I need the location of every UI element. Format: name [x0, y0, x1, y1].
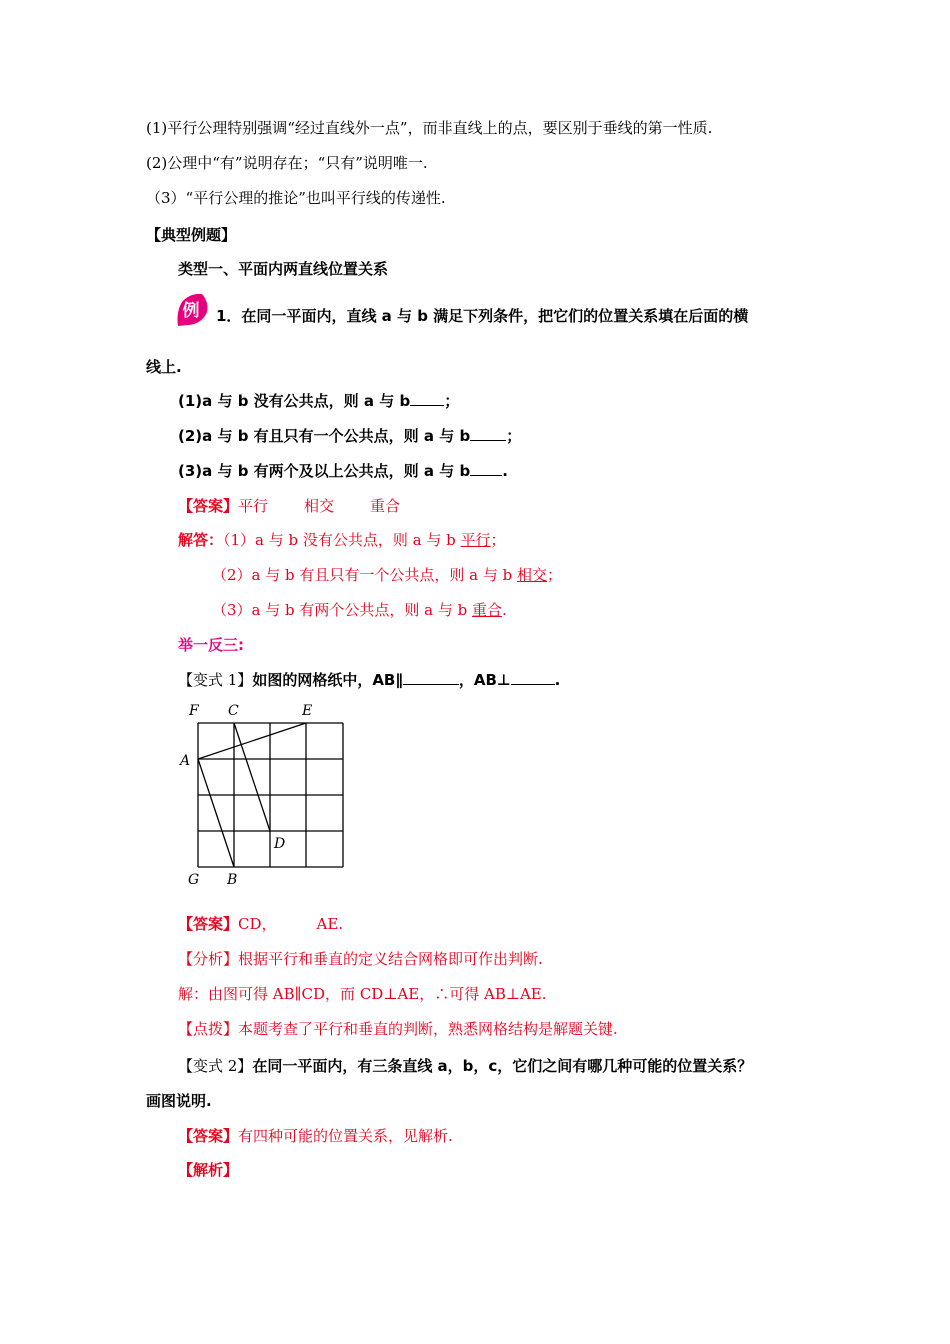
blank-5	[511, 670, 555, 685]
example1-item-3	[178, 461, 508, 481]
section-title: 【典型例题】	[146, 226, 237, 244]
sol3-end: .	[502, 601, 507, 619]
item3-end: .	[502, 462, 508, 480]
variant2-text: 在同一平面内，有三条直线 a，b，c，它们之间有哪几种可能的位置关系？	[252, 1057, 753, 1075]
v2-answer-text: 有四种可能的位置关系，见解析.	[238, 1127, 453, 1145]
sol1-answer: 平行	[460, 531, 491, 549]
segment-ae	[198, 723, 306, 759]
variant2-question	[178, 1056, 752, 1076]
note-2: (2)公理中“有”说明存在；“只有”说明唯一.	[146, 154, 428, 172]
variant1-comma: ，AB⊥	[458, 671, 511, 689]
example1-solution-2	[212, 565, 562, 585]
example1-item-2	[178, 426, 521, 446]
variant1-answer	[178, 914, 343, 934]
v2-answer-label: 【答案】	[178, 1127, 239, 1145]
sol3-answer: 重合	[472, 601, 503, 619]
example1-solution-3	[212, 600, 507, 620]
v1-tip-label: 【点拨】	[178, 1020, 239, 1038]
variant2-analysis-label: 【解析】	[178, 1161, 239, 1179]
item2-end: ；	[506, 427, 522, 445]
type-title: 类型一、平面内两直线位置关系	[178, 260, 389, 278]
label-c: C	[228, 703, 239, 719]
v1-answer-label: 【答案】	[178, 915, 239, 933]
sol1-end: ；	[490, 531, 506, 549]
v1-answer-1: CD，	[238, 915, 277, 933]
example1-solution-1	[178, 530, 506, 550]
variant1-label: 【变式 1】	[178, 671, 253, 689]
variant1-question	[178, 670, 560, 690]
answer-2: 相交	[304, 497, 335, 515]
item2-text: (2)a 与 b 有且只有一个公共点，则 a 与 b	[178, 427, 471, 445]
note-3: （3）“平行公理的推论”也叫平行线的传递性.	[146, 189, 446, 207]
segment-ab	[198, 759, 234, 867]
v1-tip-text: 本题考查了平行和垂直的判断，熟悉网格结构是解题关键.	[238, 1020, 618, 1038]
label-a: A	[180, 753, 191, 769]
answer-label: 【答案】	[178, 497, 239, 515]
sol2-text: （2）a 与 b 有且只有一个公共点，则 a 与 b	[212, 566, 518, 584]
example1-question-b: 线上.	[146, 358, 182, 376]
badge-label: 例	[182, 301, 200, 321]
label-e: E	[302, 703, 313, 719]
item3-text: (3)a 与 b 有两个及以上公共点，则 a 与 b	[178, 462, 471, 480]
example1-answer	[178, 496, 400, 516]
grid-figure	[172, 696, 362, 888]
sol3-text: （3）a 与 b 有两个公共点，则 a 与 b	[212, 601, 473, 619]
segment-cd	[234, 723, 270, 831]
sol2-end: ；	[547, 566, 563, 584]
label-g: G	[188, 872, 200, 888]
example-badge-icon	[174, 292, 210, 328]
example1-item-1	[178, 391, 459, 411]
variant1-end: .	[554, 671, 561, 689]
v1-analysis-label: 【分析】	[178, 950, 239, 968]
variant1-solution: 解：由图可得 AB∥CD，而 CD⊥AE，∴可得 AB⊥AE.	[178, 985, 547, 1003]
variant1-tip	[178, 1019, 618, 1039]
answer-1: 平行	[238, 497, 269, 515]
blank-3	[470, 461, 502, 476]
item1-text: (1)a 与 b 没有公共点，则 a 与 b	[178, 392, 411, 410]
sol1-text: （1）a 与 b 没有公共点，则 a 与 b	[223, 531, 461, 549]
label-b: B	[227, 872, 238, 888]
blank-4	[403, 670, 459, 685]
v1-answer-2: AE.	[316, 915, 344, 933]
label-f: F	[189, 703, 199, 719]
variant2-question-b: 画图说明.	[146, 1092, 212, 1110]
item1-end: ；	[444, 392, 460, 410]
variant2-label: 【变式 2】	[178, 1057, 253, 1075]
answer-3: 重合	[370, 497, 401, 515]
blank-2	[470, 426, 506, 441]
practice-title: 举一反三:	[178, 636, 244, 654]
variant1-text: 如图的网格纸中，AB∥	[252, 671, 403, 689]
solution-label: 解答：	[178, 531, 224, 549]
sol2-answer: 相交	[517, 566, 548, 584]
blank-1	[410, 391, 444, 406]
variant2-answer	[178, 1126, 453, 1146]
variant1-analysis	[178, 949, 543, 969]
v1-analysis-text: 根据平行和垂直的定义结合网格即可作出判断.	[238, 950, 543, 968]
label-d: D	[274, 836, 286, 852]
example1-question-a: 1．在同一平面内，直线 a 与 b 满足下列条件，把它们的位置关系填在后面的横	[216, 307, 749, 325]
note-1: (1)平行公理特别强调“经过直线外一点”，而非直线上的点，要区别于垂线的第一性质.	[146, 119, 713, 137]
